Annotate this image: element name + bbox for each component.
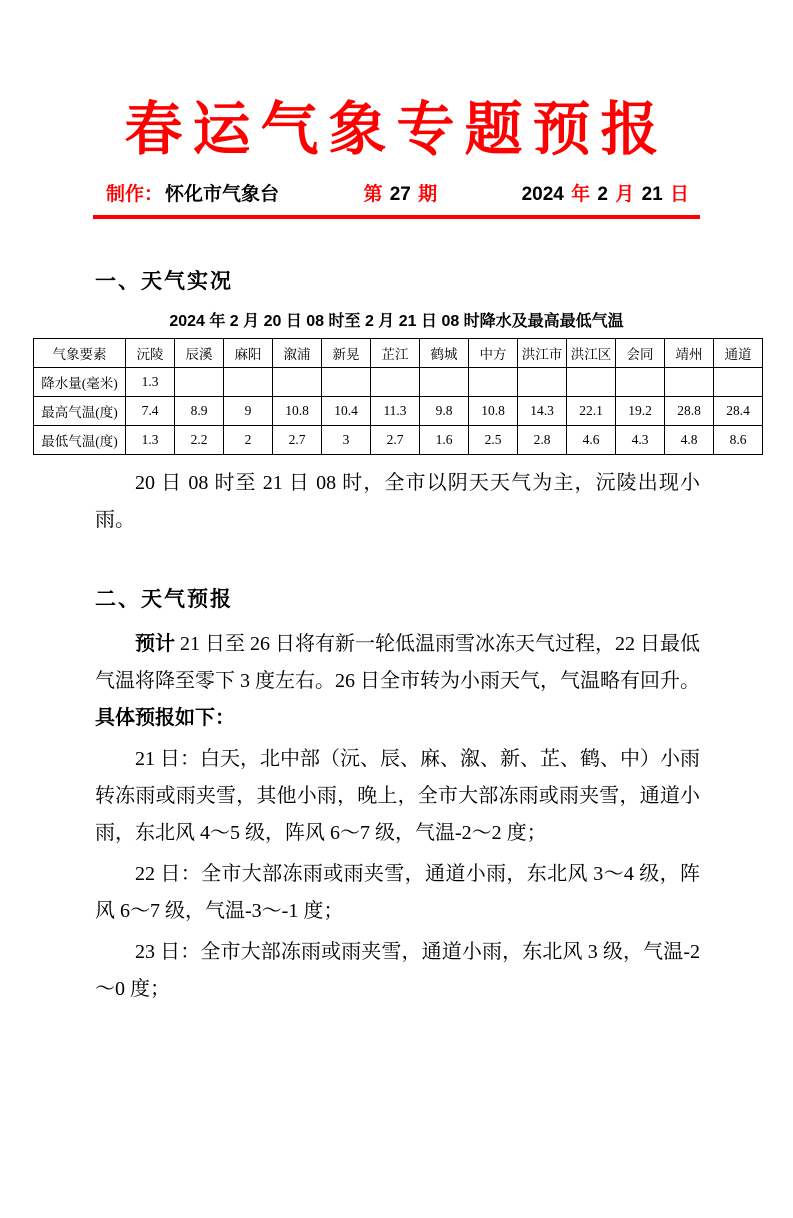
- table-header-cell: 鹤城: [420, 338, 469, 367]
- table-row-max-temp: [34, 396, 763, 425]
- table-header-cell: 会同: [616, 338, 665, 367]
- table-cell: [273, 367, 322, 396]
- table-header-cell: 洪江市: [518, 338, 567, 367]
- section2-heading: 二、天气预报: [95, 587, 233, 611]
- table-cell: 28.8: [665, 396, 714, 425]
- issue-prefix: 第: [363, 183, 383, 205]
- page: [0, 96, 793, 1218]
- table-header-cell: 溆浦: [273, 338, 322, 367]
- row-label: 最低气温(度): [34, 425, 126, 454]
- table-row-min-temp: [34, 425, 763, 454]
- table-cell: 1.6: [420, 425, 469, 454]
- table-cell: [616, 367, 665, 396]
- table-cell: 28.4: [714, 396, 763, 425]
- table-header-cell: 麻阳: [224, 338, 273, 367]
- table-title: 2024 年 2 月 20 日 08 时至 2 月 21 日 08 时降水及最高最低气温: [169, 312, 624, 330]
- table-cell: 10.4: [322, 396, 371, 425]
- issue-number: 27: [384, 183, 417, 205]
- forecast-intro-bold-start: 预计: [135, 632, 175, 655]
- table-header-cell: 沅陵: [126, 338, 175, 367]
- table-cell: 3: [322, 425, 371, 454]
- table-header-cell: 通道: [714, 338, 763, 367]
- issue-suffix: 期: [418, 183, 438, 205]
- producer-name: 怀化市气象台: [165, 183, 280, 205]
- table-cell: 8.9: [175, 396, 224, 425]
- table-cell: 4.6: [567, 425, 616, 454]
- table-cell: 1.3: [126, 367, 175, 396]
- table-cell: 2.7: [273, 425, 322, 454]
- producer-label: 制作：: [106, 183, 164, 205]
- table-cell: 4.3: [616, 425, 665, 454]
- table-cell: [567, 367, 616, 396]
- weather-summary-paragraph: 20 日 08 时至 21 日 08 时，全市以阴天天气为主，沅陵出现小雨。: [95, 471, 700, 531]
- table-cell: 7.4: [126, 396, 175, 425]
- producer-group: [105, 179, 280, 206]
- table-cell: [371, 367, 420, 396]
- date-month-unit: 月: [610, 183, 640, 205]
- table-cell: 4.8: [665, 425, 714, 454]
- section1-heading: 一、天气实况: [95, 269, 233, 293]
- table-cell: [518, 367, 567, 396]
- table-cell: [175, 367, 224, 396]
- weather-table: [33, 338, 763, 455]
- document-title: 春运气象专题预报: [124, 95, 669, 163]
- table-header-row: [34, 338, 763, 367]
- table-cell: 19.2: [616, 396, 665, 425]
- table-cell: 22.1: [567, 396, 616, 425]
- table-header-cell: 靖州: [665, 338, 714, 367]
- table-cell: 1.3: [126, 425, 175, 454]
- header-divider: [93, 215, 700, 219]
- forecast-intro-bold-end: 具体预报如下：: [95, 706, 235, 729]
- forecast-intro-body: 21 日至 26 日将有新一轮低温雨雪冰冻天气过程，22 日最低气温将降至零下 3 度左右。26 日全市转为小雨天气，气温略有回升。: [95, 632, 700, 692]
- row-label: 最高气温(度): [34, 396, 126, 425]
- table-header-cell: 中方: [469, 338, 518, 367]
- table-cell: 9: [224, 396, 273, 425]
- table-header-cell: 气象要素: [34, 338, 126, 367]
- date-year: 2024: [521, 183, 564, 205]
- table-header-cell: 洪江区: [567, 338, 616, 367]
- table-cell: [665, 367, 714, 396]
- table-row-precipitation: [34, 367, 763, 396]
- table-cell: [224, 367, 273, 396]
- forecast-day22-paragraph: 22 日：全市大部冻雨或雨夹雪，通道小雨，东北风 3～4 级，阵风 6～7 级，气温-3～-1 度；: [95, 862, 700, 922]
- date-group: [521, 179, 690, 206]
- table-cell: 14.3: [518, 396, 567, 425]
- table-cell: 2: [224, 425, 273, 454]
- table-cell: [469, 367, 518, 396]
- date-day-unit: 日: [664, 183, 689, 205]
- table-cell: 9.8: [420, 396, 469, 425]
- table-cell: 2.7: [371, 425, 420, 454]
- masthead-meta-row: [105, 179, 690, 206]
- issue-group: [362, 179, 438, 206]
- table-cell: 2.8: [518, 425, 567, 454]
- forecast-day23-paragraph: 23 日：全市大部冻雨或雨夹雪，通道小雨，东北风 3 级，气温-2～0 度；: [95, 940, 700, 1000]
- table-cell: 11.3: [371, 396, 420, 425]
- date-year-unit: 年: [565, 183, 596, 205]
- table-cell: [420, 367, 469, 396]
- table-cell: 10.8: [273, 396, 322, 425]
- forecast-intro-paragraph: [95, 626, 700, 737]
- table-cell: 2.5: [469, 425, 518, 454]
- table-header-cell: 芷江: [371, 338, 420, 367]
- date-month: 2: [597, 183, 608, 205]
- table-cell: [714, 367, 763, 396]
- table-cell: [322, 367, 371, 396]
- table-cell: 8.6: [714, 425, 763, 454]
- date-day: 21: [641, 183, 663, 205]
- table-header-cell: 辰溪: [175, 338, 224, 367]
- table-header-cell: 新晃: [322, 338, 371, 367]
- table-cell: 10.8: [469, 396, 518, 425]
- forecast-day21-paragraph: 21 日：白天，北中部（沅、辰、麻、溆、新、芷、鹤、中）小雨转冻雨或雨夹雪，其他小雨，晚上，全市大部冻雨或雨夹雪，通道小雨，东北风 4～5 级，阵风 6～7 级，气温-2～2 度；: [95, 747, 700, 844]
- row-label: 降水量(毫米): [34, 367, 126, 396]
- table-cell: 2.2: [175, 425, 224, 454]
